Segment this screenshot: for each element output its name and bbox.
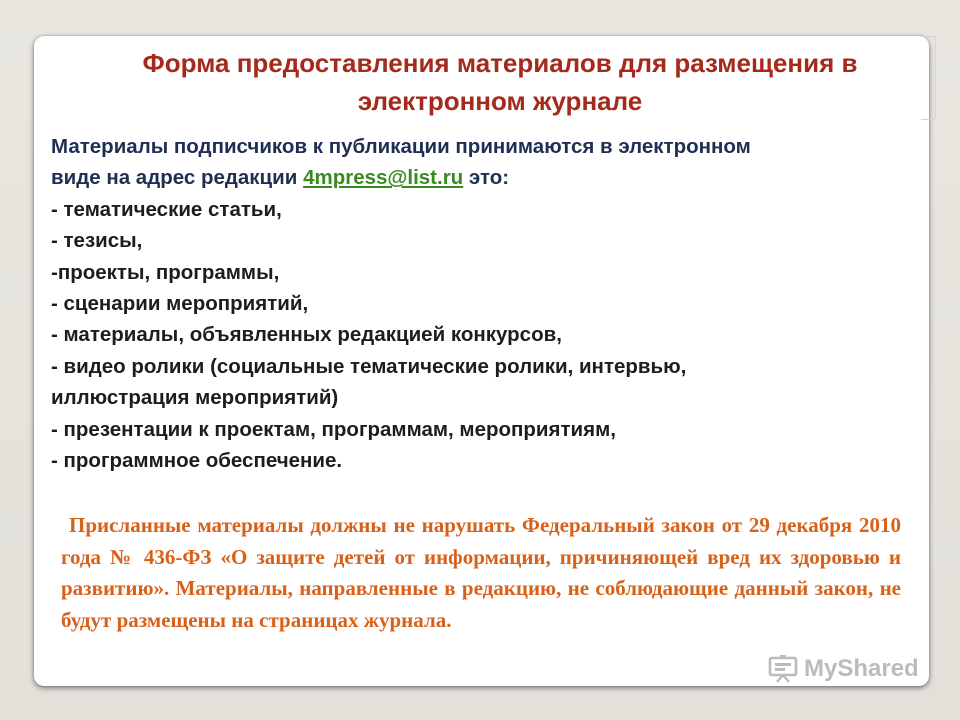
intro-line-2-suffix: это:: [463, 166, 510, 190]
list-item: - программное обеспечение.: [51, 449, 343, 473]
list-item: -проекты, программы,: [51, 260, 280, 284]
watermark-text: MyShared: [804, 655, 919, 682]
notice-text: Присланные материалы должны не нарушать Федеральный закон от 29 декабря 2010 года № 436-ФЗ «О защите детей от информации, причиняющей вред их здоровью и развитию». Материалы, направленные в редакцию, не соблюдающие данный закон, не будут размещены на страницах журнала.: [61, 513, 901, 632]
list-item: - видео ролики (социальные тематические ролики, интервью,: [51, 354, 687, 378]
list-item: - тезисы,: [51, 229, 143, 253]
intro-line-2-text: виде на адрес редакции: [51, 166, 304, 190]
intro-line-1: Материалы подписчиков к публикации принимаются в электронном: [51, 135, 751, 158]
notice-paragraph: [61, 510, 901, 636]
list-item: - сценарии мероприятий,: [51, 292, 309, 316]
list-item: - презентации к проектам, программам, мероприятиям,: [51, 417, 616, 441]
intro-line-2: [51, 162, 901, 193]
list-item: иллюстрация мероприятий): [51, 386, 339, 410]
slide-title: Форма предоставления материалов для размещения в электронном журнале: [142, 48, 858, 116]
watermark: [768, 655, 919, 683]
slide-body: [51, 131, 901, 476]
presentation-board-icon: [768, 655, 798, 683]
list-item: - тематические статьи,: [51, 197, 282, 221]
list-item: - материалы, объявленных редакцией конкурсов,: [51, 323, 562, 347]
email-link[interactable]: 4mpress@list.ru: [303, 166, 464, 190]
